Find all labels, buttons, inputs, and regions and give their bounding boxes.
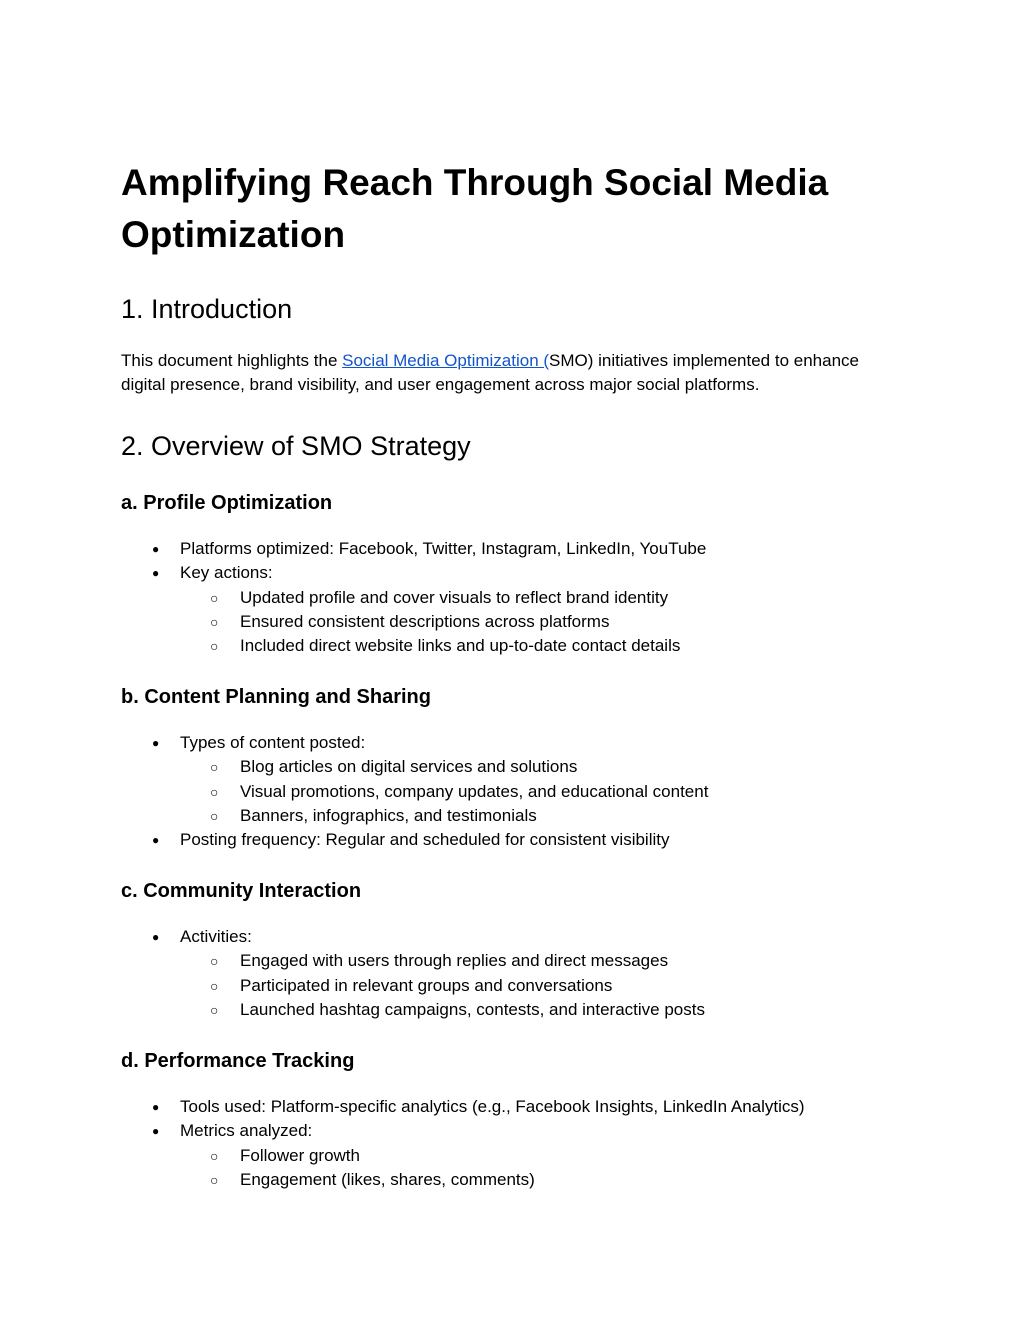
list-item: ○ Blog articles on digital services and solutions: [180, 755, 911, 779]
list-item: ○ Follower growth: [180, 1144, 911, 1168]
list-item: ○ Engagement (likes, shares, comments): [180, 1168, 911, 1192]
list-item: ○ Participated in relevant groups and conversations: [180, 974, 911, 998]
profile-list: [121, 537, 911, 658]
smo-link[interactable]: Social Media Optimization (: [342, 351, 550, 370]
list-item: ○ Ensured consistent descriptions across platforms: [180, 610, 911, 634]
list-item: ○ Banners, infographics, and testimonials: [180, 804, 911, 828]
list-item: ● Posting frequency: Regular and scheduled for consistent visibility: [121, 828, 911, 852]
tracking-list: [121, 1095, 911, 1192]
community-list: [121, 925, 911, 1022]
intro-text-after: SMO) initiatives implemented to enhance digital presence, brand visibility, and user engagement across major social platforms.: [121, 351, 859, 394]
list-item: ○ Included direct website links and up-to-date contact details: [180, 634, 911, 658]
intro-text-before: This document highlights the: [121, 351, 343, 370]
list-item: ○ Launched hashtag campaigns, contests, and interactive posts: [180, 998, 911, 1022]
key-actions-sublist: [180, 586, 911, 659]
subheading-content-planning: b. Content Planning and Sharing: [121, 686, 431, 708]
metrics-sublist: [180, 1144, 911, 1193]
list-item: ● Types of content posted: ○ Blog articles on digital services and solutions ○ Visual promotions, company updates, and educational content ○ Banners, infographics, and testimonials: [121, 731, 911, 828]
document-title: Amplifying Reach Through Social Media Optimization: [121, 162, 829, 255]
subheading-community-interaction: c. Community Interaction: [121, 880, 362, 902]
section-heading-overview: 2. Overview of SMO Strategy: [121, 431, 471, 461]
subheading-performance-tracking: d. Performance Tracking: [121, 1050, 355, 1072]
list-item: ○ Engaged with users through replies and direct messages: [180, 949, 911, 973]
subheading-profile-optimization: a. Profile Optimization: [121, 492, 333, 514]
section-heading-introduction: 1. Introduction: [121, 294, 293, 324]
list-item: ○ Updated profile and cover visuals to reflect brand identity: [180, 586, 911, 610]
content-types-sublist: [180, 755, 911, 828]
list-item: ● Key actions: ○ Updated profile and cover visuals to reflect brand identity ○ Ensured consistent descriptions across platforms ○ Included direct website links and up-to-date contact details: [121, 561, 911, 658]
list-item: ● Platforms optimized: Facebook, Twitter, Instagram, LinkedIn, YouTube: [121, 537, 911, 561]
list-item: ● Tools used: Platform-specific analytics (e.g., Facebook Insights, LinkedIn Analytics): [121, 1095, 911, 1119]
activities-sublist: [180, 949, 911, 1022]
list-item: ○ Visual promotions, company updates, and educational content: [180, 780, 911, 804]
content-list: [121, 731, 911, 852]
list-item: ● Metrics analyzed: ○ Follower growth ○ Engagement (likes, shares, comments): [121, 1119, 911, 1192]
list-item: ● Activities: ○ Engaged with users through replies and direct messages ○ Participated in relevant groups and conversations ○ Launched hashtag campaigns, contests, and interactive posts: [121, 925, 911, 1022]
intro-paragraph: [121, 349, 901, 397]
